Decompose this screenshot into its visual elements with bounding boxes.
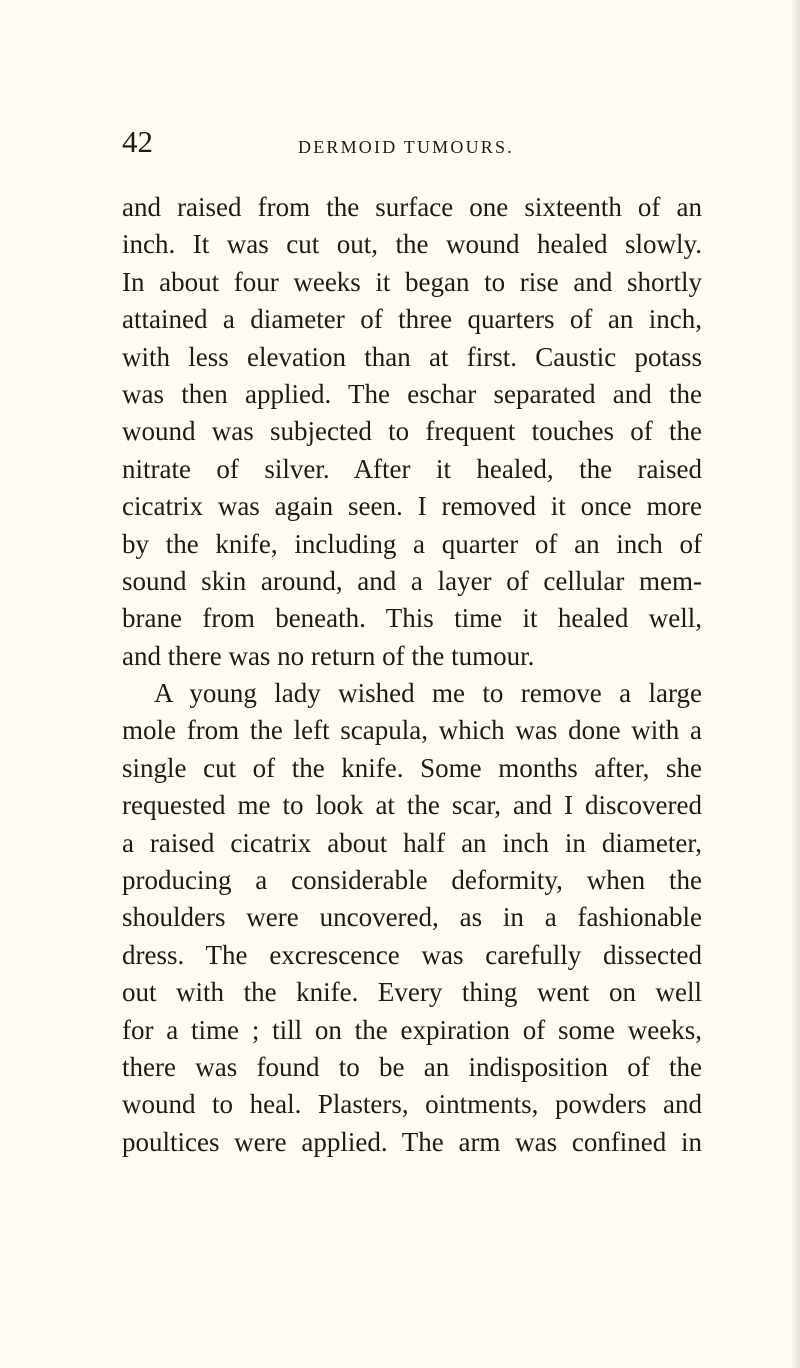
page-number: 42 — [122, 124, 153, 159]
text-line: by the knife, including a quarter of an inch of — [122, 528, 702, 559]
text-line: mole from the left scapula, which was done with a — [122, 715, 702, 746]
text-line: poultices were applied. The arm was confined in — [122, 1126, 702, 1157]
paragraph-end-line: and there was no return of the tumour. — [122, 640, 535, 671]
text-line: requested me to look at the scar, and I discovered — [122, 790, 702, 821]
text-line: producing a considerable deformity, when the — [122, 865, 702, 896]
text-line: attained a diameter of three quarters of an inch, — [122, 304, 702, 335]
text-line: single cut of the knife. Some months after, she — [122, 752, 702, 783]
text-line: nitrate of silver. After it healed, the raised — [122, 453, 702, 484]
text-line: wound to heal. Plasters, ointments, powders and — [122, 1089, 702, 1120]
page-header — [122, 126, 702, 166]
text-line: a raised cicatrix about half an inch in diameter, — [122, 827, 702, 858]
text-line: inch. It was cut out, the wound healed slowly. — [122, 229, 702, 260]
text-line: sound skin around, and a layer of cellular mem- — [122, 565, 702, 596]
text-line: there was found to be an indisposition of the — [122, 1051, 702, 1082]
text-line: dress. The excrescence was carefully dissected — [122, 939, 702, 970]
text-line: for a time ; till on the expiration of some weeks, — [122, 1014, 702, 1045]
text-line: and raised from the surface one sixteenth of an — [122, 192, 702, 222]
text-line: wound was subjected to frequent touches of the — [122, 416, 702, 447]
running-head: DERMOID TUMOURS. — [298, 137, 514, 157]
text-line: brane from beneath. This time it healed well, — [122, 603, 702, 634]
text-line: In about four weeks it began to rise and shortly — [122, 266, 702, 297]
body-text — [122, 189, 702, 1161]
text-line: shoulders were uncovered, as in a fashionable — [122, 902, 702, 933]
text-line: with less elevation than at first. Caustic potass — [122, 341, 702, 372]
page-edge-shadow — [790, 0, 800, 1368]
text-line: was then applied. The eschar separated and the — [122, 378, 702, 409]
paragraph-start-line: A young lady wished me to remove a large — [154, 678, 702, 709]
text-line: cicatrix was again seen. I removed it once more — [122, 491, 702, 522]
text-line: out with the knife. Every thing went on well — [122, 977, 702, 1008]
